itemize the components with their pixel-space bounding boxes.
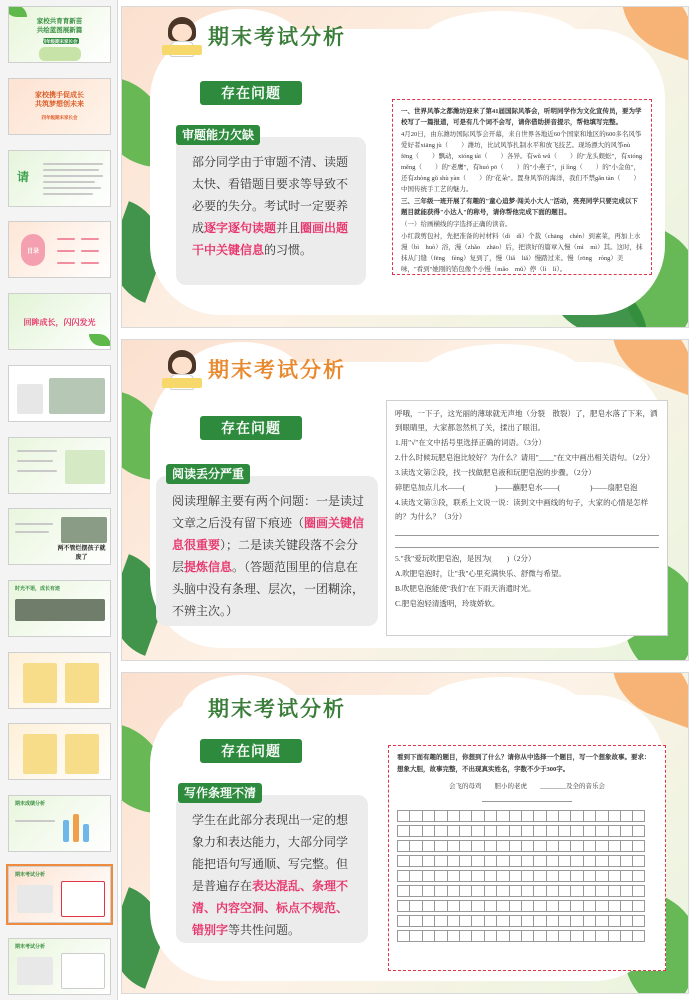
highlight-text: 圈画出题干中关键信息 (192, 221, 349, 257)
thumb-line (17, 460, 53, 462)
highlight-text: 表达混乱、条理不清、内容空洞、标点不规范、错别字 (192, 879, 349, 937)
student-reading-illustration (162, 17, 202, 59)
problem-tag: 阅读丢分严重 (166, 464, 250, 484)
slide-thumbnail-9[interactable] (8, 580, 111, 637)
thumb-photo (65, 450, 105, 484)
thumb-line (43, 169, 99, 171)
thumb-card (23, 663, 57, 703)
slide-title: 期末考试分析 (208, 25, 346, 49)
answer-line (395, 538, 659, 548)
section-tag: 存在问题 (200, 416, 302, 440)
paper-line: 呼哦，一下子，这光丽的薄球就无声地（分裂 散裂）了，肥皂水落了下来，洒到眼睛里，大家都忽然机了关，揉出了眼泪。 (395, 409, 658, 432)
slide-1[interactable] (121, 6, 689, 328)
body-text: 学生在此部分表现出一定的想象力和表达能力，大部分同学能把语句写通顺、写完整。但是普遍存在 (192, 813, 349, 893)
thumb-photo (61, 517, 107, 543)
thumb-illustration (17, 384, 43, 414)
slide-thumbnail-7[interactable] (8, 437, 111, 494)
section-tag: 存在问题 (200, 81, 302, 105)
thumb-card (23, 734, 57, 774)
problem-tag: 写作条理不清 (178, 783, 262, 803)
composition-grid (397, 810, 657, 942)
thumb-line (43, 187, 101, 189)
thumb-title: 两不管烂摆孩子就废了 (57, 546, 106, 561)
thumb-line (17, 450, 57, 452)
thumb-line (81, 250, 99, 252)
thumb-line (81, 262, 99, 264)
analysis-textbox (176, 137, 366, 285)
paper-line: 2.什么时候玩肥皂泡比较好？为什么？请用"____"在文中画出相关语句。（2分） (395, 453, 655, 462)
thumb-line (15, 820, 55, 822)
thumb-line (43, 193, 93, 195)
slide-thumbnail-4[interactable] (8, 221, 111, 278)
thumb-line (43, 163, 103, 165)
paper-line: 4.读选文第③段，联系上文说一说：读到文中画线的句子，大家的心情是怎样的？为什么？（3分） (395, 498, 649, 521)
paper-line: 想象大胆，故事完整，不出现真实姓名，字数不少于300字。 (397, 766, 570, 773)
paper-line: 看到下面有趣的题目，你想到了什么？请你从中选择一个题目，写一个想象故事。要求： (397, 754, 651, 761)
thumb-title: 回眸成长，闪闪发光 (23, 318, 96, 327)
thumb-title: 期末考试分析 (15, 872, 46, 878)
exam-paper-excerpt (388, 745, 666, 971)
thumb-line (15, 531, 49, 533)
body-text: 的习惯。 (264, 243, 313, 257)
slide-thumbnail-5[interactable] (8, 293, 111, 350)
answer-line (395, 526, 659, 536)
thumb-title: 家校携手促成长 共筑梦想创未来 (35, 92, 84, 108)
thumb-title: 期末考试分析 (15, 944, 46, 950)
thumb-line (57, 238, 75, 240)
body-text: 部分同学由于审题不清、读题太快、看错题目要求等导致不必要的失分。考试时一定要养成 (192, 155, 349, 235)
thumb-title: 请 (17, 170, 30, 184)
slide-thumbnail-1[interactable] (8, 6, 111, 63)
highlight-text: 圈画关键信息很重要 (172, 516, 365, 552)
paper-line: 1.用"√"在文中括号里选择正确的词语。（3分） (395, 438, 546, 447)
thumb-card (65, 734, 99, 774)
thumb-paper (61, 953, 105, 989)
highlight-text: 逐字逐句读题 (204, 221, 277, 235)
body-text: 阅读理解主要有两个问题：一是读过文章之后没有留下痕迹（ (172, 494, 365, 530)
thumb-photo (49, 378, 105, 414)
analysis-textbox (176, 795, 368, 943)
thumb-line (43, 175, 103, 177)
slide-thumbnail-11[interactable] (8, 723, 111, 780)
thumb-line (15, 523, 53, 525)
thumb-subtitle: 四年级期末家长会 (41, 115, 78, 120)
slide-thumbnail-6[interactable] (8, 365, 111, 422)
slide-thumbnail-14[interactable] (8, 938, 111, 995)
paper-line: （一）给画横线的字选择正确的读音。 (401, 221, 512, 228)
leaf-icon (8, 6, 27, 17)
cloud-bump (422, 677, 582, 737)
thumb-bar (63, 820, 69, 842)
thumb-title: 期末成绩分析 (15, 801, 46, 807)
paper-line: B.吹肥皂泡能使"我们"在下雨天消遣时光。 (395, 584, 536, 593)
paper-line: 一、世界风筝之都潍坊迎来了第41届国际风筝会，听明同学作为文化宣传员，要为学校写了一篇报道，可是有几个词不会写，请你借助拼音提示，帮他填写完整。 (401, 108, 642, 126)
slide-thumbnail-10[interactable] (8, 652, 111, 709)
paper-line: 碎肥皂加点儿水——( )——蘸肥皂水——( )——扇肥皂泡 (395, 483, 638, 492)
problem-tag: 审题能力欠缺 (176, 125, 260, 145)
paper-line: 3.读选文第②段，找一找做肥皂液和玩肥皂泡的步骤。（2分） (395, 468, 596, 477)
body-text: 并且 (276, 221, 301, 235)
slide-2[interactable] (121, 339, 689, 661)
thumb-line (57, 262, 75, 264)
thumb-bar (83, 824, 89, 842)
thumb-filmstrip (15, 599, 105, 621)
exam-paper-excerpt (386, 400, 668, 636)
slide-title: 期末考试分析 (208, 358, 346, 382)
paper-line: 会飞的母鸡 胆小的老虎 ________及全的音乐会 (449, 783, 605, 790)
slide-title: 期末考试分析 (208, 697, 346, 721)
cloud-bump (422, 344, 582, 404)
paper-line: C.肥皂泡轻清透明，玲珑娇软。 (395, 599, 500, 608)
paper-line: 5."我"爱玩吹肥皂泡，是因为( )（2分） (395, 554, 536, 563)
body-text: ）；二是读关键段落不会分层 (172, 538, 359, 574)
leaf-icon (89, 334, 111, 346)
analysis-textbox (156, 476, 378, 626)
paper-line: 小红裁剪包衬，先把准备的衬材料（dì dì）个裁（chāng chén）到素菜，再加上水漫（bì huò）浴，漫（zhǎo zhāo）后，把读好的篇章入慢（mì mì）其。这时，抹抹从门缝（fēng fèng）复到了，慢（liǎ liǎ）慢踏过来。慢（rōng róng）美味，"看到"她刚的馅包像个小慢（mǎo mǔ）停（lì lí）。 (401, 233, 643, 273)
slide-thumbnail-8[interactable] (8, 508, 111, 565)
thumb-title: 目录 (26, 249, 39, 255)
paper-line: 三、三年级一班开展了有趣的"童心追梦·闯关小大人"活动，亮亮同学只要完成以下题目就能获得"小达人"的称号，请你帮他完成下面的题目。 (401, 198, 638, 216)
thumb-paper (61, 881, 105, 917)
thumb-textbox (17, 885, 53, 913)
student-reading-illustration (162, 350, 202, 392)
thumb-bar (73, 814, 79, 842)
thumb-illustration (39, 47, 81, 61)
thumb-line (17, 470, 57, 472)
paper-line: A.吹肥皂泡时，让"我"心里充满快乐、舒微与希望。 (395, 569, 566, 578)
answer-line (482, 794, 572, 802)
paper-line: 4月20日，由东潍坊国际风筝会开幕，来自世界各地近60个国家和地区的600多名风筝爱好者xiāng jù（ ）潍坊，比试风筝扎制水平和放飞技艺。现场漂大的风筝nù fēng（ ）飘动，xióng tài（ ）各异。有wǔ wǔ（ ）的"龙头蜈蚣"，有xióng měng（ ）的"老鹰"，有huó pō（ ）的"小燕子"，jì lìng（ ）的"小金鱼"，还有zhòng gǔ shù yàn（ ）的"花朵"。置身风筝的海洋，我们不禁gǎn tàn（ ）中国传统手工艺的魅力。 (401, 131, 643, 193)
section-tag: 存在问题 (200, 739, 302, 763)
slide-thumbnail-3[interactable] (8, 150, 111, 207)
thumb-title: 家校共育育新苗 共绘蓝图展新篇 (36, 18, 83, 34)
slide-thumbnail-panel[interactable] (0, 0, 118, 1000)
thumb-line (81, 238, 99, 240)
body-text: 。（答题范围里的信息在头脑中没有条理、层次，一团糊涂，不辨主次。） (172, 560, 365, 618)
slide-thumbnail-12[interactable] (8, 795, 111, 852)
slide-3[interactable] (121, 672, 689, 994)
highlight-text: 提炼信息 (184, 560, 233, 574)
slide-thumbnail-13[interactable] (8, 866, 111, 923)
thumb-line (43, 181, 95, 183)
cloud-bump (422, 11, 582, 71)
thumb-title: 时光不语，成长有迹 (15, 586, 61, 592)
slide-thumbnail-2[interactable] (8, 78, 111, 135)
thumb-line (57, 250, 75, 252)
thumb-textbox (17, 957, 53, 985)
thumb-subtitle: 四年级期末家长会 (41, 39, 78, 44)
body-text: 等共性问题。 (228, 923, 301, 937)
thumb-card (65, 663, 99, 703)
exam-paper-excerpt (392, 99, 652, 275)
